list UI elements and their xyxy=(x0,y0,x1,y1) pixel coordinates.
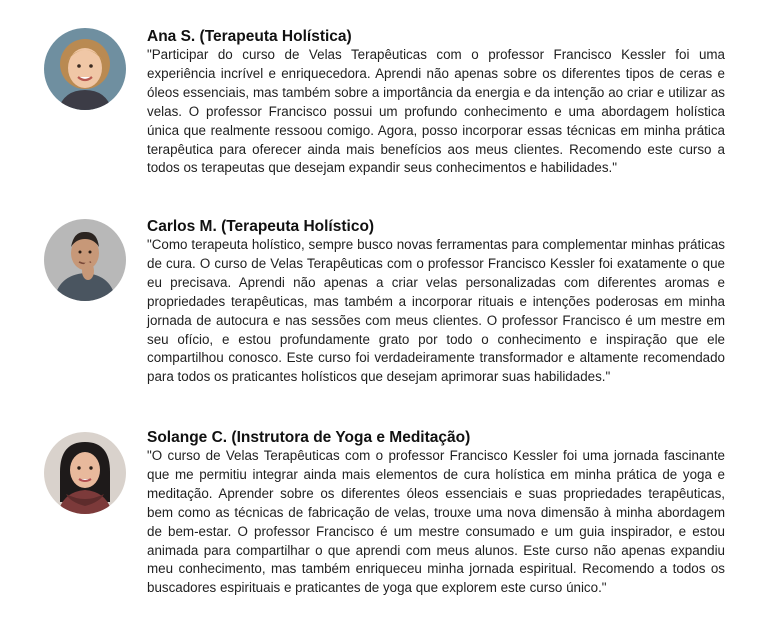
testimonial-name: Solange C. (Instrutora de Yoga e Meditação) xyxy=(147,429,471,446)
testimonial-text-2 xyxy=(147,217,725,387)
testimonial-name: Ana S. (Terapeuta Holística) xyxy=(147,28,352,45)
avatar-ana xyxy=(44,28,126,110)
testimonial-name: Carlos M. (Terapeuta Holístico) xyxy=(147,218,375,235)
testimonial-text-1 xyxy=(147,27,725,178)
woman-portrait-icon xyxy=(44,28,126,110)
avatar-carlos xyxy=(44,219,126,301)
testimonial-quote: "Participar do curso de Velas Terapêuticas com o professor Francisco Kessler foi uma experiência incrível e enriquecedora. Aprendi não apenas sobre os diferentes tipos de ceras e óleos essenciais, mas também sobre a importância da energia e da intenção ao criar e utilizar as velas. O professor Francisco possui um profundo conhecimento e uma abordagem holística única que realmente ressoou comigo. Agora, posso incorporar essas técnicas em minha prática terapêutica para oferecer ainda mais benefícios aos meus clientes. Recomendo este curso a todos os terapeutas que desejam expandir seus conhecimentos e habilidades." xyxy=(147,47,725,176)
testimonial-text-3 xyxy=(147,428,725,598)
woman-portrait-icon xyxy=(44,432,126,514)
testimonial-quote: "Como terapeuta holístico, sempre busco novas ferramentas para complementar minhas práticas de cura. O curso de Velas Terapêuticas com o professor Francisco Kessler foi exatamente o que eu precisava. Aprendi não apenas a criar velas personalizadas com diferentes aromas e propriedades terapêuticas, mas também a incorporar rituais e intenções poderosas em minha jornada de autocura e nas sessões com meus clientes. O professor Francisco é um mestre em seu ofício, e estou profundamente grato por todo o conhecimento e inspiração que ele compartilhou conosco. Este curso foi verdadeiramente transformador e altamente recomendado para todos os praticantes holísticos que desejam aprimorar suas habilidades." xyxy=(147,237,725,385)
avatar-solange xyxy=(44,432,126,514)
man-portrait-icon xyxy=(44,219,126,301)
testimonial-quote: "O curso de Velas Terapêuticas com o professor Francisco Kessler foi uma jornada fascinante que me permitiu integrar ainda mais elementos de cura holística em minha prática de yoga e meditação. Aprender sobre os diferentes óleos essenciais e suas propriedades terapêuticas, bem como as técnicas de fabricação de velas, trouxe uma nova dimensão à minha abordagem de bem-estar. O professor Francisco é um mestre consumado e um guia inspirador, e estou animada para compartilhar o que aprendi com meus alunos. Este curso não apenas expandiu meu conhecimento, mas também enriqueceu minha jornada espiritual. Recomendo a todos os buscadores espirituais e praticantes de yoga que explorem este curso único." xyxy=(147,448,725,596)
